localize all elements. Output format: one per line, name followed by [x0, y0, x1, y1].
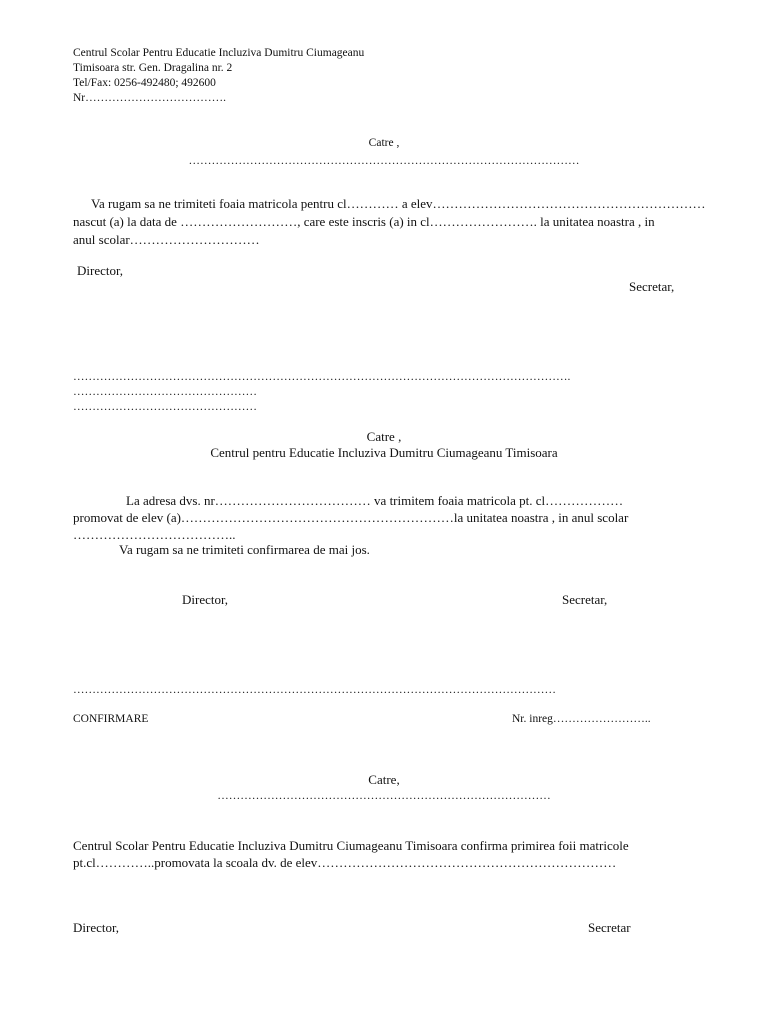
- confirmation-line-1: Centrul Scolar Pentru Educatie Incluziva Dumitru Ciumageanu Timisoara confirma primirea foii matricole: [73, 838, 629, 853]
- confirmation-nr-inreg: Nr. inreg……………………..: [512, 713, 651, 725]
- confirmation-director: Director,: [73, 920, 120, 935]
- request-secretar: Secretar,: [629, 279, 675, 294]
- response-line-4: Va rugam sa ne trimiteti confirmarea de mai jos.: [119, 542, 370, 557]
- response-catre: Catre ,: [366, 429, 402, 444]
- header-institution: Centrul Scolar Pentru Educatie Incluziva Dumitru Ciumageanu: [73, 47, 365, 59]
- confirmation-catre: Catre,: [368, 772, 400, 787]
- request-director: Director,: [77, 263, 124, 278]
- separator-dots-2: …………………………………………: [73, 386, 257, 398]
- header-nr: Nr……………………………….: [73, 92, 227, 104]
- request-line-2: nascut (a) la data de ………………………, care este inscris (a) in cl……………………. la unitatea noastra , in: [73, 214, 655, 229]
- separator-dots-3: …………………………………………: [73, 401, 257, 413]
- header-telfax: Tel/Fax: 0256-492480; 492600: [73, 77, 216, 89]
- catre-label: Catre ,: [368, 137, 400, 149]
- catre-dots: …………………………………………………………………………………………: [188, 155, 580, 167]
- response-recipient: Centrul pentru Educatie Incluziva Dumitru Ciumageanu Timisoara: [210, 445, 558, 460]
- response-line-3: ………………………………..: [73, 527, 236, 542]
- response-director: Director,: [182, 592, 229, 607]
- separator-dots-1: ………………………………………………………………………………………………………………….: [73, 371, 571, 383]
- response-line-2: promovat de elev (a)………………………………………………………la unitatea noastra , in anul scolar: [73, 510, 629, 525]
- header-address: Timisoara str. Gen. Dragalina nr. 2: [73, 62, 233, 74]
- response-secretar: Secretar,: [562, 592, 608, 607]
- confirmation-secretar: Secretar: [588, 920, 631, 935]
- confirmation-title: CONFIRMARE: [73, 713, 149, 725]
- response-dots: ………………………………………………………………………………………………………………: [73, 684, 556, 696]
- confirmation-catre-dots: ……………………………………………………………………………: [217, 790, 551, 802]
- request-line-3: anul scolar…………………………: [73, 232, 260, 247]
- request-line-1: Va rugam sa ne trimiteti foaia matricola pentru cl………… a elev………………………………………………………: [91, 196, 706, 211]
- response-line-1: La adresa dvs. nr……………………………… va trimitem foaia matricola pt. cl………………: [126, 493, 624, 508]
- confirmation-line-2: pt.cl…………..promovata la scoala dv. de elev……………………………………………………………: [73, 855, 617, 870]
